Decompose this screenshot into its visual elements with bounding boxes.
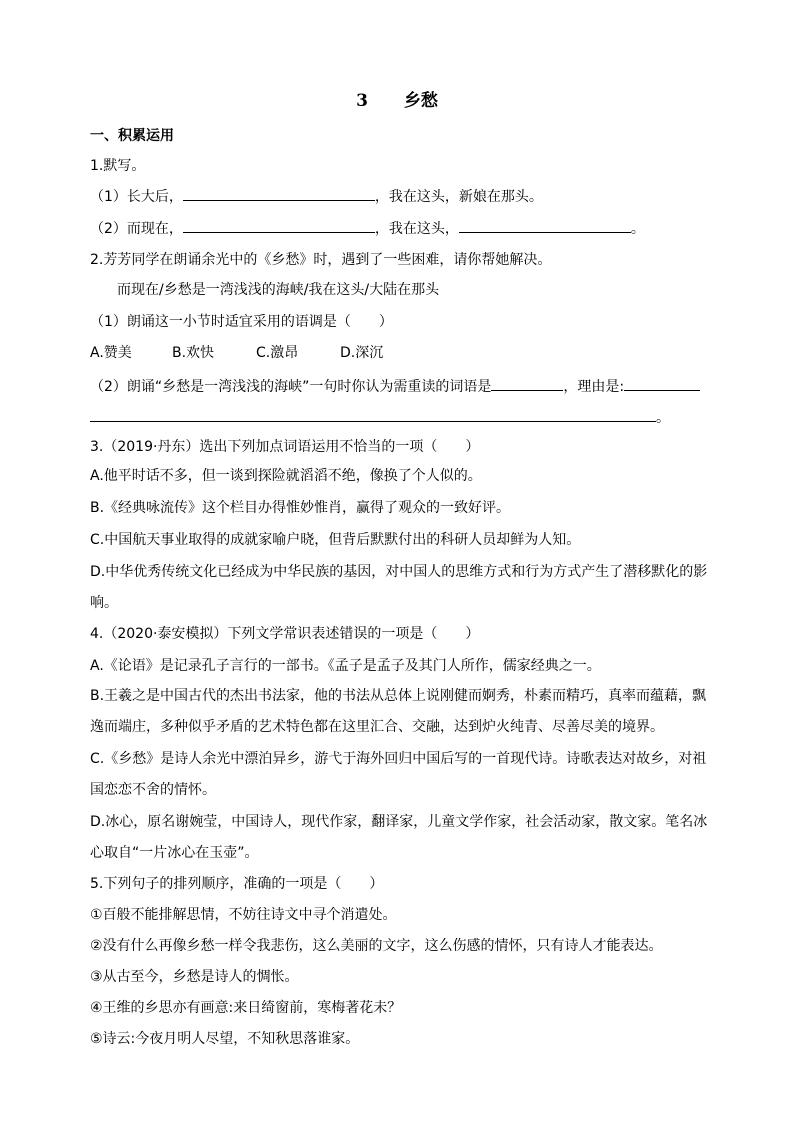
section-heading: 一、积累运用 bbox=[90, 128, 174, 144]
sentence-5: ⑤诗云:今夜月明人尽望，不知秋思落谁家。 bbox=[90, 1031, 360, 1047]
question-3-option-d[interactable]: D.中华优秀传统文化已经成为中华民族的基因，对中国人的思维方式和行为方式产生了潜移默化的影 bbox=[90, 564, 708, 580]
sentence-1: ①百般不能排解思情，不妨往诗文中寻个消遣处。 bbox=[90, 907, 397, 923]
option-d[interactable]: D.深沉 bbox=[340, 345, 384, 361]
text-segment: （2）而现在， bbox=[90, 221, 183, 237]
question-4-option-b[interactable]: B.王羲之是中国古代的杰出书法家，他的书法从总体上说刚健而婀秀，朴素而精巧，真率而蕴藉，飘 bbox=[90, 688, 707, 704]
answer-blank[interactable] bbox=[491, 376, 563, 391]
text-segment: （2）朗诵“乡愁是一湾浅浅的海峡”一句时你认为需重读的词语是 bbox=[90, 379, 492, 395]
answer-blank[interactable] bbox=[90, 407, 656, 422]
answer-blank[interactable] bbox=[183, 218, 375, 233]
question-1-stem: 1.默写。 bbox=[90, 158, 146, 174]
question-3-option-b[interactable]: B.《经典咏流传》这个栏目办得惟妙惟肖，赢得了观众的一致好评。 bbox=[90, 500, 511, 516]
lesson-number: 3 bbox=[356, 91, 368, 111]
option-a[interactable]: A.赞美 bbox=[90, 345, 132, 361]
question-5-stem: 5.下列句子的排列顺序，准确的一项是（ ） bbox=[90, 876, 384, 892]
question-4-option-c[interactable]: C.《乡愁》是诗人余光中漂泊异乡，游弋于海外回归中国后写的一首现代诗。诗歌表达对故乡，对祖 bbox=[90, 751, 707, 767]
lesson-title: 乡愁 bbox=[403, 91, 438, 111]
sentence-2: ②没有什么再像乡愁一样令我悲伤，这么美丽的文字，这么伤感的情怀，只有诗人才能表达。 bbox=[90, 938, 663, 954]
sentence-4: ④王维的乡思亦有画意:来日绮窗前，寒梅著花未？ bbox=[90, 1000, 402, 1016]
question-3-option-a[interactable]: A.他平时话不多，但一谈到探险就滔滔不绝，像换了个人似的。 bbox=[90, 468, 482, 484]
poem-verse: 而现在/乡愁是一湾浅浅的海峡/我在这头/大陆在那头 bbox=[117, 282, 440, 298]
question-2-sub-1: （1）朗诵这一小节时适宜采用的语调是（ ） bbox=[90, 314, 393, 330]
text-segment: ，我在这头， bbox=[374, 221, 459, 237]
question-1-part-1 bbox=[90, 186, 543, 207]
text-segment: 。 bbox=[630, 221, 645, 237]
page-title bbox=[0, 86, 794, 111]
question-4-option-d-continued: 心取自“一片冰心在玉壶”。 bbox=[90, 845, 259, 861]
answer-blank[interactable] bbox=[459, 218, 631, 233]
question-4-option-b-continued: 逸而端庄，多种似乎矛盾的艺术特色都在这里汇合、交融，达到炉火纯青、尽善尽美的境界。 bbox=[90, 719, 664, 735]
sentence-3: ③从古至今，乡愁是诗人的惆怅。 bbox=[90, 969, 299, 985]
text-segment: ，我在这头，新娘在那头。 bbox=[374, 189, 543, 205]
text-segment: 。 bbox=[656, 410, 670, 426]
answer-blank[interactable] bbox=[624, 376, 700, 391]
question-4-stem: 4.（2020·泰安模拟）下列文学常识表述错误的一项是（ ） bbox=[90, 626, 480, 642]
question-4-option-c-continued: 国恋恋不舍的情怀。 bbox=[90, 782, 216, 798]
question-3-option-d-continued: 响。 bbox=[90, 595, 118, 611]
question-2-sub-2-continued bbox=[90, 407, 670, 428]
option-b[interactable]: B.欢快 bbox=[172, 345, 215, 361]
question-4-option-d[interactable]: D.冰心，原名谢婉莹，中国诗人，现代作家，翻译家，儿童文学作家，社会活动家，散文家。笔名冰 bbox=[90, 814, 708, 830]
answer-blank[interactable] bbox=[183, 186, 375, 201]
question-2-options bbox=[90, 343, 383, 363]
text-segment: （1）长大后， bbox=[90, 189, 183, 205]
question-4-option-a[interactable]: A.《论语》是记录孔子言行的一部书。《孟子是孟子及其门人所作，儒家经典之一。 bbox=[90, 658, 601, 674]
question-3-stem: 3.（2019·丹东）选出下列加点词语运用不恰当的一项（ ） bbox=[90, 439, 480, 455]
option-c[interactable]: C.激昂 bbox=[256, 345, 299, 361]
question-2-stem: 2.芳芳同学在朗诵余光中的《乡愁》时，遇到了一些困难，请你帮她解决。 bbox=[90, 252, 552, 268]
text-segment: ，理由是: bbox=[563, 379, 625, 395]
question-3-option-c[interactable]: C.中国航天事业取得的成就家喻户晓，但背后默默付出的科研人员却鲜为人知。 bbox=[90, 532, 581, 548]
question-2-sub-2 bbox=[90, 376, 700, 397]
question-1-part-2 bbox=[90, 218, 645, 239]
